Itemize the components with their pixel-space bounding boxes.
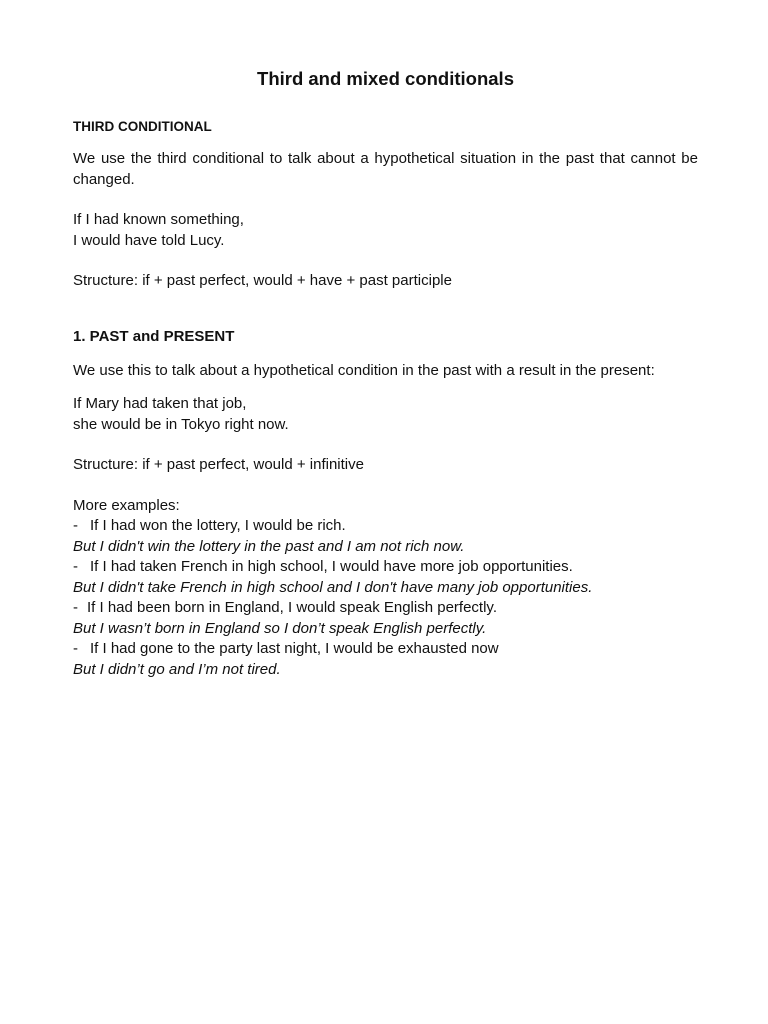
- section-heading-third-conditional: THIRD CONDITIONAL: [73, 119, 212, 134]
- example-note: But I didn't take French in high school and I don't have many job opportunities.: [73, 578, 593, 596]
- example-sentence: If I had gone to the party last night, I would be exhausted now: [90, 640, 499, 657]
- example-line: I would have told Lucy.: [73, 231, 225, 249]
- example-item: [73, 557, 698, 578]
- example-note: But I wasn’t born in England so I don’t speak English perfectly.: [73, 619, 487, 637]
- example-item: [73, 598, 698, 619]
- example-sentence: If I had taken French in high school, I would have more job opportunities.: [90, 558, 573, 575]
- document-page: [73, 66, 698, 680]
- third-conditional-intro: We use the third conditional to talk about a hypothetical situation in the past that cannot be changed.: [73, 150, 698, 188]
- section-heading-past-and-present: 1. PAST and PRESENT: [73, 327, 235, 345]
- example-line: If Mary had taken that job,: [73, 395, 247, 412]
- more-examples-label: More examples:: [73, 496, 180, 514]
- example-item: [73, 516, 698, 537]
- past-present-intro: We use this to talk about a hypothetical condition in the past with a result in the present:: [73, 361, 655, 379]
- example-item: [73, 639, 698, 660]
- example-sentence: If I had won the lottery, I would be rich.: [90, 517, 346, 534]
- example-note: But I didn't win the lottery in the past and I am not rich now.: [73, 537, 465, 555]
- example-note: But I didn’t go and I’m not tired.: [73, 660, 281, 678]
- dash-marker: -: [73, 640, 78, 657]
- page-title: Third and mixed conditionals: [257, 68, 514, 89]
- dash-marker: -: [73, 599, 78, 616]
- example-line: she would be in Tokyo right now.: [73, 415, 289, 433]
- dash-marker: -: [73, 517, 78, 534]
- example-sentence: If I had been born in England, I would speak English perfectly.: [87, 599, 497, 616]
- dash-marker: -: [73, 558, 78, 575]
- structure-text: Structure: if + past perfect, would + have + past participle: [73, 272, 452, 289]
- structure-text: Structure: if + past perfect, would + infinitive: [73, 456, 364, 473]
- example-line: If I had known something,: [73, 211, 244, 228]
- example-list: [73, 516, 698, 680]
